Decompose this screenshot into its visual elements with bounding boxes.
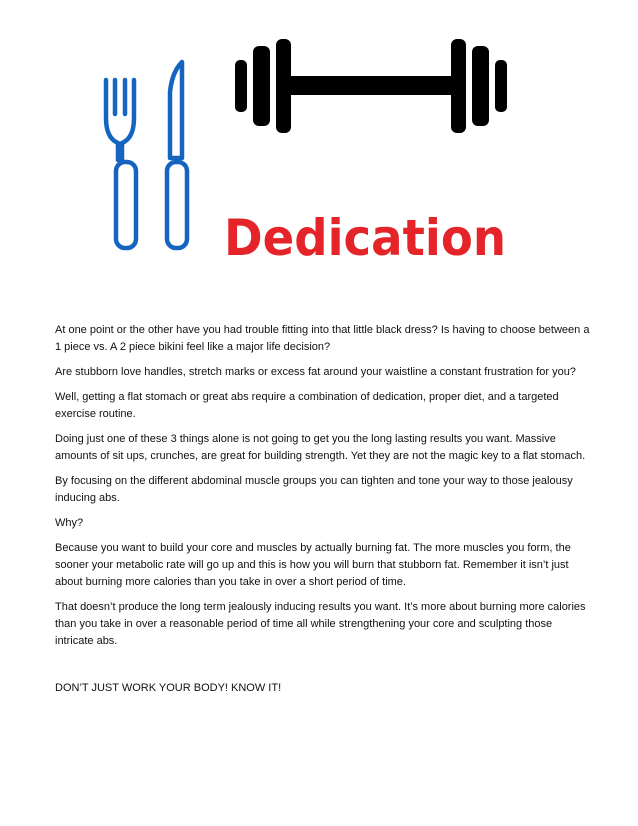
paragraph-why: Why?: [55, 517, 84, 529]
closing-line: DON’T JUST WORK YOUR BODY! KNOW IT!: [55, 682, 282, 694]
paragraph-1: At one point or the other have you had trouble fitting into that little black dress? Is having to choose between a 1 piece vs. A 2 piece bikini feel like a major life decision?: [55, 324, 590, 353]
fork-icon: [106, 80, 136, 248]
knife-icon: [167, 62, 187, 248]
paragraph-7: Because you want to build your core and muscles by actually burning fat. The more muscles you form, the sooner your metabolic rate will go up and this is how you will burn that stubborn fat. Remember it isn’t just about burning more calories than you take in over a short period of time.: [55, 542, 571, 588]
paragraph-5: By focusing on the different abdominal muscle groups you can tighten and tone your way to those jealousy inducing abs.: [55, 475, 573, 504]
paragraph-8: That doesn’t produce the long term jealously inducing results you want. It’s more about burning more calories than you take in over a reasonable period of time all while strengthening your core and sculpting those intricate abs.: [55, 601, 586, 647]
paragraph-4: Doing just one of these 3 things alone is not going to get you the long lasting results you want. Massive amounts of sit ups, crunches, are great for building strength. Yet they are not the magic key to a flat stomach.: [55, 433, 586, 462]
dedication-word: Dedication: [224, 209, 506, 267]
article-body: [55, 322, 590, 705]
barbell-icon: [235, 39, 507, 133]
dedication-logo: [0, 0, 638, 300]
paragraph-2: Are stubborn love handles, stretch marks or excess fat around your waistline a constant frustration for you?: [55, 366, 576, 378]
paragraph-3: Well, getting a flat stomach or great abs require a combination of dedication, proper diet, and a targeted exercise routine.: [55, 391, 559, 420]
